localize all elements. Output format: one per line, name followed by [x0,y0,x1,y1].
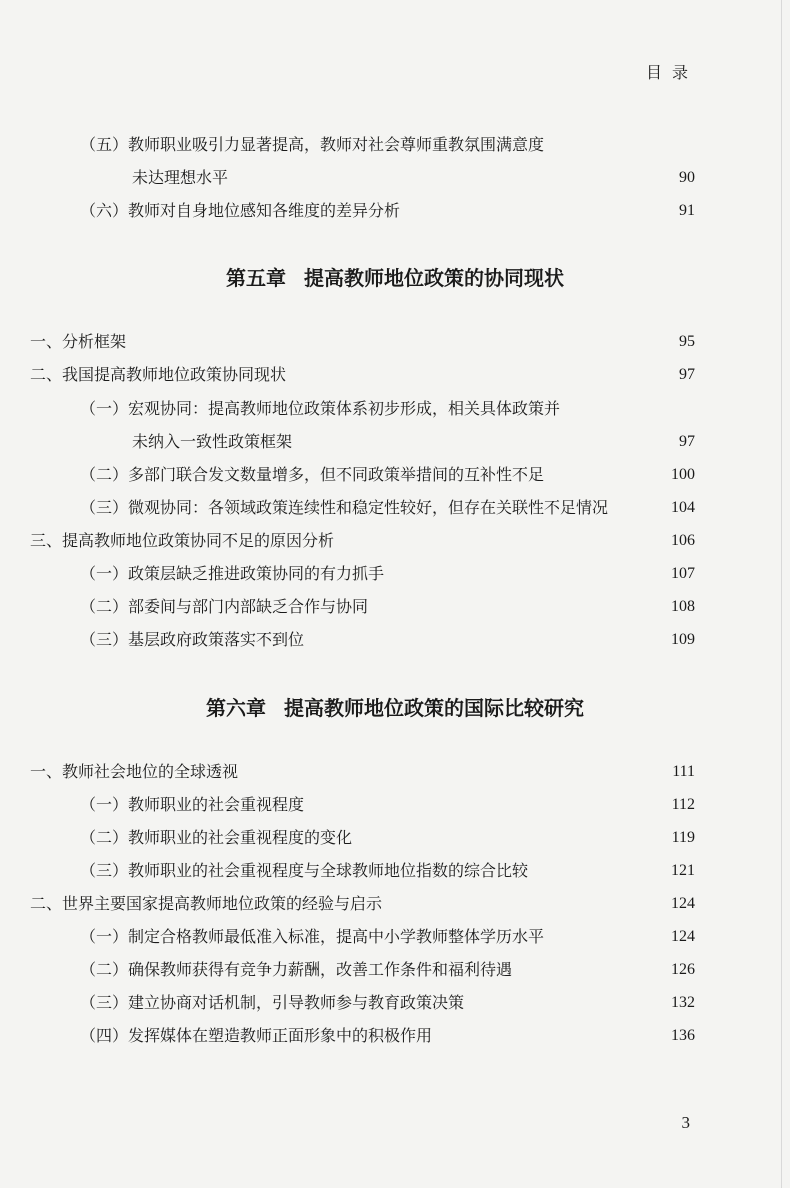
toc-entry[interactable] [0,130,790,160]
toc-entry[interactable] [0,394,790,424]
toc-page-number: 97 [679,433,695,450]
chapter-number: 第五章 [226,266,286,290]
toc-entry-label: 一、分析框架 [30,332,127,351]
toc-entry[interactable] [0,988,790,1018]
toc-entry-label: （三）微观协同：各领域政策连续性和稳定性较好，但存在关联性不足情况 [80,498,609,517]
toc-entry-label: 三、提高教师地位政策协同不足的原因分析 [30,531,335,550]
toc-entry[interactable] [0,955,790,985]
toc-page-number: 90 [679,169,695,186]
toc-entry-label: （二）多部门联合发文数量增多，但不同政策举措间的互补性不足 [80,465,545,484]
toc-entry-label: （一）宏观协同：提高教师地位政策体系初步形成，相关具体政策并 [80,399,561,418]
toc-page-number: 111 [672,763,695,780]
toc-entry-label: （二）部委间与部门内部缺乏合作与协同 [80,597,369,616]
toc-entry[interactable] [0,427,790,457]
toc-entry-label: （三）建立协商对话机制，引导教师参与教育政策决策 [80,993,465,1012]
toc-section[interactable] [0,360,790,390]
page-number: 3 [681,1113,690,1132]
toc-entry[interactable] [0,625,790,655]
toc-page-number: 132 [671,994,695,1011]
chapter-heading[interactable] [0,692,790,721]
toc-section[interactable] [0,757,790,787]
toc-entry-label: （一）政策层缺乏推进政策协同的有力抓手 [80,564,385,583]
toc-section[interactable] [0,889,790,919]
toc-entry-label: 二、世界主要国家提高教师地位政策的经验与启示 [30,894,383,913]
toc-entry-label: （三）基层政府政策落实不到位 [80,630,305,649]
toc-page-number: 104 [671,499,695,516]
toc-entry[interactable] [0,856,790,886]
chapter-number: 第六章 [206,696,266,720]
chapter-title: 提高教师地位政策的协同现状 [304,266,564,290]
toc-page-number: 126 [671,961,695,978]
toc-entry[interactable] [0,823,790,853]
toc-page-number: 112 [671,796,695,813]
toc-page-number: 100 [671,466,695,483]
toc-entry-label: （二）教师职业的社会重视程度的变化 [80,828,353,847]
toc-page-number: 124 [671,928,695,945]
toc-section[interactable] [0,327,790,357]
toc-entry-label: （五）教师职业吸引力显著提高，教师对社会尊师重教氛围满意度 [80,135,545,154]
toc-entry[interactable] [0,922,790,952]
toc-entry[interactable] [0,559,790,589]
toc-entry-label: （二）确保教师获得有竞争力薪酬，改善工作条件和福利待遇 [80,960,513,979]
toc-page-number: 91 [679,202,695,219]
toc-entry-label: 二、我国提高教师地位政策协同现状 [30,365,287,384]
running-header: 目录 [645,63,698,82]
toc-page-number: 136 [671,1027,695,1044]
toc-entry-label: 一、教师社会地位的全球透视 [30,762,239,781]
toc-entry[interactable] [0,592,790,622]
toc-page-number: 108 [671,598,695,615]
toc-entry[interactable] [0,1021,790,1051]
toc-entry-label: （六）教师对自身地位感知各维度的差异分析 [80,201,401,220]
toc-page-number: 97 [679,366,695,383]
toc-entry[interactable] [0,163,790,193]
toc-page-number: 95 [679,333,695,350]
chapter-title: 提高教师地位政策的国际比较研究 [284,696,584,720]
chapter-heading[interactable] [0,262,790,291]
toc-page-number: 121 [671,862,695,879]
toc-entry[interactable] [0,460,790,490]
toc-entry[interactable] [0,493,790,523]
toc-entry[interactable] [0,196,790,226]
toc-entry-label: （一）教师职业的社会重视程度 [80,795,305,814]
toc-entry-label: （四）发挥媒体在塑造教师正面形象中的积极作用 [80,1026,433,1045]
toc-entry-label: （一）制定合格教师最低准入标准，提高中小学教师整体学历水平 [80,927,545,946]
toc-page-number: 107 [671,565,695,582]
toc-page-number: 119 [671,829,695,846]
toc-section[interactable] [0,526,790,556]
toc-page-number: 109 [671,631,695,648]
toc-page-number: 106 [671,532,695,549]
toc-entry-label: 未达理想水平 [132,168,229,187]
toc-page-number: 124 [671,895,695,912]
toc-entry[interactable] [0,790,790,820]
toc-entry-label: （三）教师职业的社会重视程度与全球教师地位指数的综合比较 [80,861,529,880]
toc-entry-label: 未纳入一致性政策框架 [132,432,293,451]
